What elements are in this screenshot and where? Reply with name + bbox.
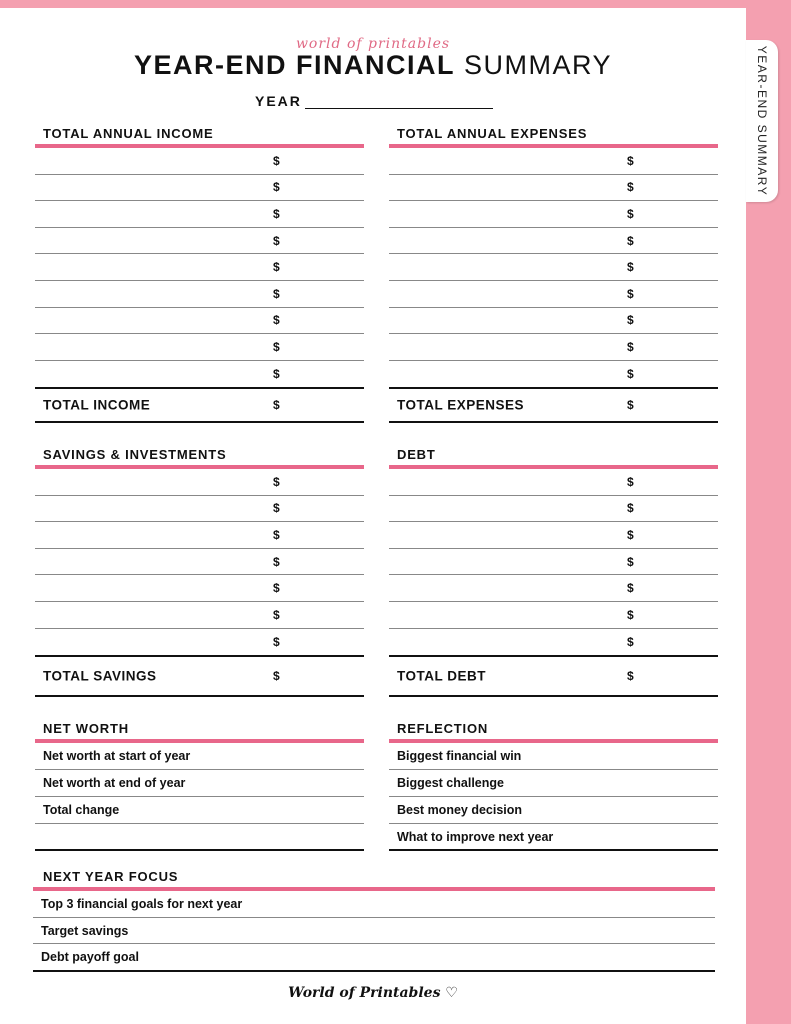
dollar-sign: $ <box>273 669 281 684</box>
reflection-section <box>389 719 718 851</box>
entry-row[interactable] <box>35 201 364 228</box>
dollar-sign: $ <box>627 669 635 684</box>
total-label: TOTAL DEBT <box>397 668 486 684</box>
entry-row[interactable] <box>389 148 718 175</box>
dollar-sign: $ <box>273 233 280 248</box>
dollar-sign: $ <box>273 260 280 275</box>
dollar-sign: $ <box>627 527 634 542</box>
total-debt-row[interactable] <box>389 655 718 697</box>
entry-row[interactable] <box>35 175 364 202</box>
entry-row[interactable] <box>35 281 364 308</box>
dollar-sign: $ <box>627 153 634 168</box>
income-section <box>35 124 364 423</box>
entry-row[interactable] <box>35 602 364 629</box>
dollar-sign: $ <box>627 286 634 301</box>
dollar-sign: $ <box>273 501 280 516</box>
dollar-sign: $ <box>273 581 280 596</box>
entry-row[interactable] <box>35 308 364 335</box>
section-title: REFLECTION <box>397 721 489 736</box>
entry-row[interactable] <box>389 522 718 549</box>
dollar-sign: $ <box>627 501 634 516</box>
dollar-sign: $ <box>273 153 280 168</box>
dollar-sign: $ <box>627 398 635 413</box>
dollar-sign: $ <box>627 260 634 275</box>
expenses-section <box>389 124 718 423</box>
net-worth-section <box>35 719 364 851</box>
dollar-sign: $ <box>273 607 280 622</box>
next-year-section <box>33 867 715 972</box>
section-title: NEXT YEAR FOCUS <box>43 869 179 884</box>
debt-payoff-row[interactable] <box>33 944 715 972</box>
brand-script: world of printables <box>295 36 451 52</box>
net-worth-end-row[interactable] <box>35 770 364 797</box>
dollar-sign: $ <box>273 339 280 354</box>
dollar-sign: $ <box>627 581 634 596</box>
row-label: Total change <box>43 803 120 817</box>
title-bold: YEAR-END FINANCIAL <box>133 50 455 80</box>
dollar-sign: $ <box>273 554 280 569</box>
entry-row[interactable] <box>35 254 364 281</box>
section-title: DEBT <box>397 447 436 462</box>
biggest-challenge-row[interactable] <box>389 770 718 797</box>
total-label: TOTAL INCOME <box>43 397 151 413</box>
section-title: SAVINGS & INVESTMENTS <box>43 447 227 462</box>
best-decision-row[interactable] <box>389 797 718 824</box>
entry-row[interactable] <box>35 361 364 388</box>
row-label: Net worth at end of year <box>43 776 186 790</box>
side-tab[interactable] <box>746 40 778 202</box>
row-label: Target savings <box>41 923 129 938</box>
net-worth-start-row[interactable] <box>35 743 364 770</box>
entry-row[interactable] <box>35 228 364 255</box>
entry-row[interactable] <box>389 575 718 602</box>
total-income-row[interactable] <box>35 387 364 423</box>
total-savings-row[interactable] <box>35 655 364 697</box>
row-label: What to improve next year <box>397 829 554 844</box>
row-label: Top 3 financial goals for next year <box>41 897 243 911</box>
dollar-sign: $ <box>627 607 634 622</box>
entry-row[interactable] <box>389 201 718 228</box>
entry-row[interactable] <box>389 308 718 335</box>
dollar-sign: $ <box>273 313 280 328</box>
dollar-sign: $ <box>627 313 634 328</box>
row-label: Debt payoff goal <box>41 950 139 964</box>
dollar-sign: $ <box>627 474 634 489</box>
entry-row[interactable] <box>35 549 364 576</box>
row-label: Best money decision <box>397 803 523 817</box>
year-input-line[interactable] <box>305 108 493 109</box>
goals-row[interactable] <box>33 891 715 918</box>
entry-row[interactable] <box>389 281 718 308</box>
entry-row[interactable] <box>389 228 718 255</box>
dollar-sign: $ <box>273 634 280 649</box>
entry-row[interactable] <box>389 602 718 629</box>
total-change-row[interactable] <box>35 797 364 824</box>
row-label: Net worth at start of year <box>43 749 191 763</box>
entry-row[interactable] <box>35 496 364 523</box>
dollar-sign: $ <box>273 367 280 382</box>
row-label: Biggest challenge <box>397 776 504 790</box>
page-title <box>0 50 746 81</box>
entry-row[interactable] <box>389 254 718 281</box>
biggest-win-row[interactable] <box>389 743 718 770</box>
year-label: YEAR <box>255 93 302 109</box>
dollar-sign: $ <box>627 367 634 382</box>
entry-row[interactable] <box>35 334 364 361</box>
section-title: TOTAL ANNUAL INCOME <box>43 126 214 141</box>
dollar-sign: $ <box>627 233 634 248</box>
entry-row[interactable] <box>35 522 364 549</box>
dollar-sign: $ <box>273 180 280 195</box>
entry-row[interactable] <box>389 469 718 496</box>
dollar-sign: $ <box>627 634 634 649</box>
debt-section <box>389 445 718 697</box>
entry-row[interactable] <box>35 148 364 175</box>
dollar-sign: $ <box>273 474 280 489</box>
dollar-sign: $ <box>273 206 280 221</box>
dollar-sign: $ <box>627 339 634 354</box>
total-label: TOTAL SAVINGS <box>43 668 157 684</box>
target-savings-row[interactable] <box>33 918 715 944</box>
row-label: Biggest financial win <box>397 749 522 763</box>
improve-row[interactable] <box>389 824 718 851</box>
dollar-sign: $ <box>273 527 280 542</box>
section-title: NET WORTH <box>43 721 129 736</box>
side-tab-label: YEAR-END SUMMARY <box>755 45 769 197</box>
entry-row[interactable] <box>35 575 364 602</box>
entry-row[interactable] <box>389 549 718 576</box>
dollar-sign: $ <box>627 180 634 195</box>
dollar-sign: $ <box>273 398 281 413</box>
dollar-sign: $ <box>627 206 634 221</box>
section-title: TOTAL ANNUAL EXPENSES <box>397 126 588 141</box>
entry-row[interactable] <box>389 496 718 523</box>
dollar-sign: $ <box>627 554 634 569</box>
entry-row[interactable] <box>35 629 364 656</box>
entry-row[interactable] <box>389 175 718 202</box>
total-expenses-row[interactable] <box>389 387 718 423</box>
dollar-sign: $ <box>273 286 280 301</box>
blank-row[interactable] <box>35 824 364 851</box>
title-thin: SUMMARY <box>463 50 613 80</box>
entry-row[interactable] <box>389 629 718 656</box>
entry-row[interactable] <box>389 334 718 361</box>
total-label: TOTAL EXPENSES <box>397 397 525 413</box>
entry-row[interactable] <box>35 469 364 496</box>
footer-logo: World of Printables ♡ <box>288 985 458 1001</box>
savings-section <box>35 445 364 697</box>
entry-row[interactable] <box>389 361 718 388</box>
